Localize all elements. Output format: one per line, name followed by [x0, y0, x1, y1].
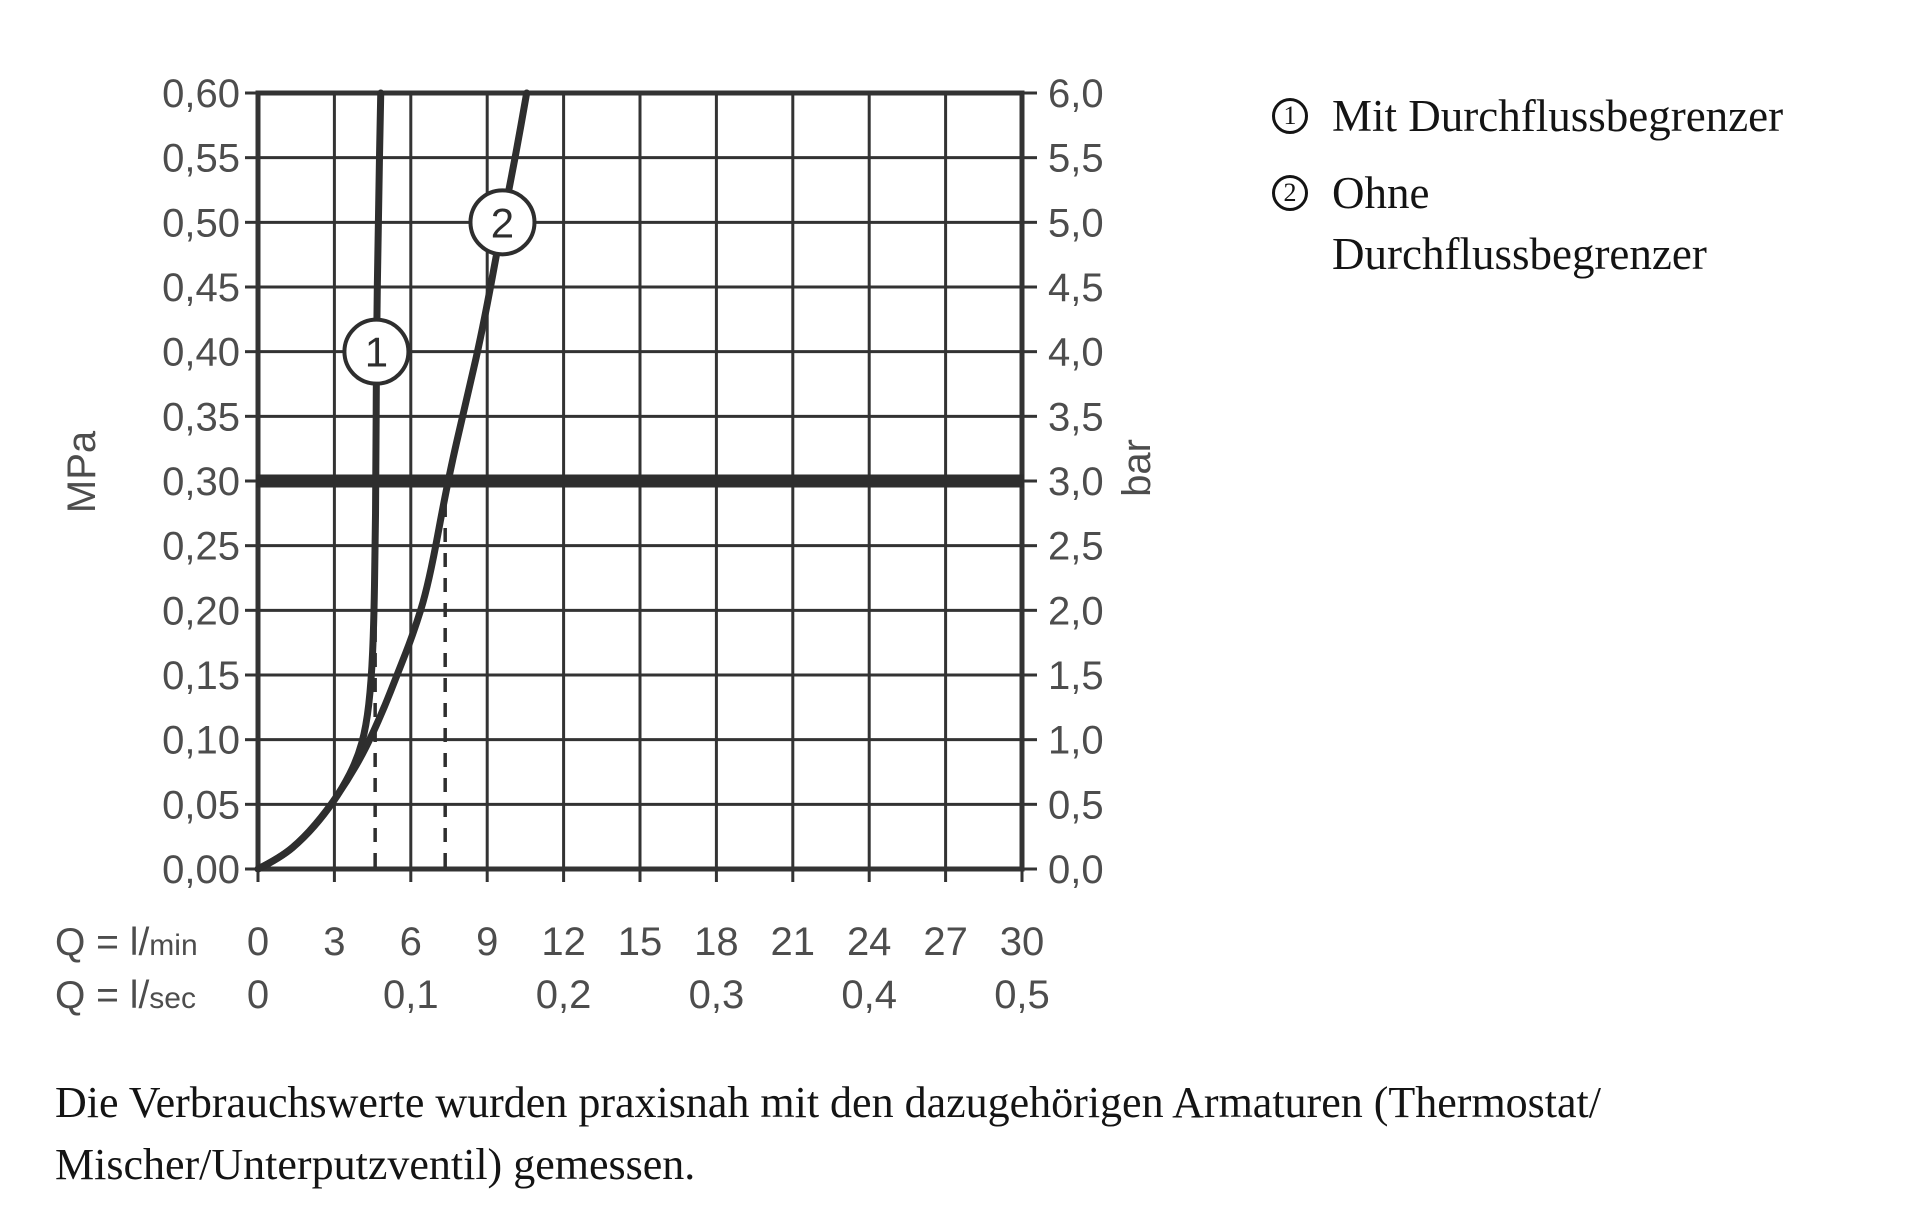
measurement-note-line-1: Die Verbrauchswerte wurden praxisnah mit den dazugehörigen Armaturen (Thermostat/ — [55, 1078, 1601, 1127]
x-axis-unit-lsec: Q = l/sec — [55, 974, 196, 1017]
legend-circled-1-icon: 1 — [1272, 98, 1308, 134]
y-right-tick-label: 0,0 — [1048, 848, 1104, 892]
y-right-tick-label: 2,0 — [1048, 589, 1104, 634]
y-right-unit-label: bar — [1115, 439, 1159, 497]
y-left-tick-label: 0,60 — [162, 72, 240, 116]
x-axis-unit-lmin: Q = l/min — [55, 921, 198, 964]
measurement-note-line-2: Mischer/Unterputzventil) gemessen. — [55, 1140, 696, 1190]
curve-marker-label-1: 1 — [364, 328, 389, 376]
legend-line: Durchflussbegrenzer — [1332, 229, 1707, 280]
x-lsec-tick-label: 0,5 — [994, 973, 1050, 1017]
legend-text — [1332, 86, 1783, 147]
x-lmin-tick-label: 18 — [694, 920, 739, 964]
y-left-tick-label: 0,15 — [162, 654, 240, 698]
x-lmin-tick-label: 3 — [323, 920, 346, 964]
y-right-tick-label: 3,5 — [1048, 395, 1104, 440]
x-lmin-tick-label: 21 — [770, 920, 816, 964]
x-lsec-tick-label: 0,1 — [382, 973, 439, 1017]
measurement-note — [55, 1072, 1815, 1196]
x-lmin-tick-label: 9 — [476, 920, 499, 964]
x-lmin-tick-label: 0 — [246, 920, 270, 964]
legend-line: Ohne — [1332, 168, 1430, 219]
x-lmin-tick-label: 12 — [541, 920, 586, 964]
y-left-tick-label: 0,05 — [162, 783, 240, 828]
y-right-tick-label: 5,0 — [1048, 201, 1104, 246]
x-lmin-tick-label: 24 — [846, 920, 892, 964]
chart-legend — [1272, 86, 1783, 286]
y-right-tick-label: 1,5 — [1048, 654, 1104, 698]
x-lmin-tick-label: 6 — [399, 920, 422, 964]
y-left-tick-label: 0,25 — [162, 524, 240, 569]
y-left-tick-label: 0,30 — [162, 460, 240, 504]
x-lsec-tick-label: 0,3 — [688, 973, 745, 1017]
y-left-tick-label: 0,50 — [162, 201, 240, 246]
x-lmin-tick-label: 30 — [999, 920, 1045, 964]
legend-line: Mit Durchflussbegrenzer — [1332, 91, 1784, 141]
y-left-tick-label: 0,00 — [162, 848, 240, 892]
legend-text — [1332, 163, 1707, 285]
y-left-unit-label: MPa — [60, 430, 104, 514]
y-left-tick-label: 0,45 — [162, 266, 240, 310]
x-lsec-tick-label: 0 — [246, 973, 270, 1017]
y-right-tick-label: 4,5 — [1048, 266, 1104, 310]
y-left-tick-label: 0,35 — [162, 395, 240, 440]
x-lmin-tick-label: 27 — [923, 920, 968, 964]
y-left-tick-label: 0,40 — [162, 330, 240, 375]
legend-circled-2-icon: 2 — [1272, 175, 1308, 211]
y-right-tick-label: 5,5 — [1048, 136, 1104, 181]
x-lmin-tick-label: 15 — [617, 920, 663, 964]
y-right-tick-label: 4,0 — [1048, 330, 1104, 375]
y-left-tick-label: 0,20 — [162, 589, 240, 634]
y-left-tick-label: 0,55 — [162, 136, 240, 181]
y-right-tick-label: 1,0 — [1048, 718, 1104, 763]
y-right-tick-label: 2,5 — [1048, 524, 1104, 569]
x-lsec-tick-label: 0,2 — [535, 973, 592, 1017]
y-right-tick-label: 3,0 — [1048, 460, 1104, 504]
legend-item-ohne-durchflussbegrenzer — [1272, 163, 1783, 285]
y-right-tick-label: 0,5 — [1048, 783, 1104, 828]
legend-item-mit-durchflussbegrenzer — [1272, 86, 1783, 147]
curve-marker-label-2: 2 — [490, 199, 515, 247]
y-left-tick-label: 0,10 — [162, 718, 240, 763]
x-lsec-tick-label: 0,4 — [841, 973, 898, 1017]
y-right-tick-label: 6,0 — [1048, 72, 1104, 116]
